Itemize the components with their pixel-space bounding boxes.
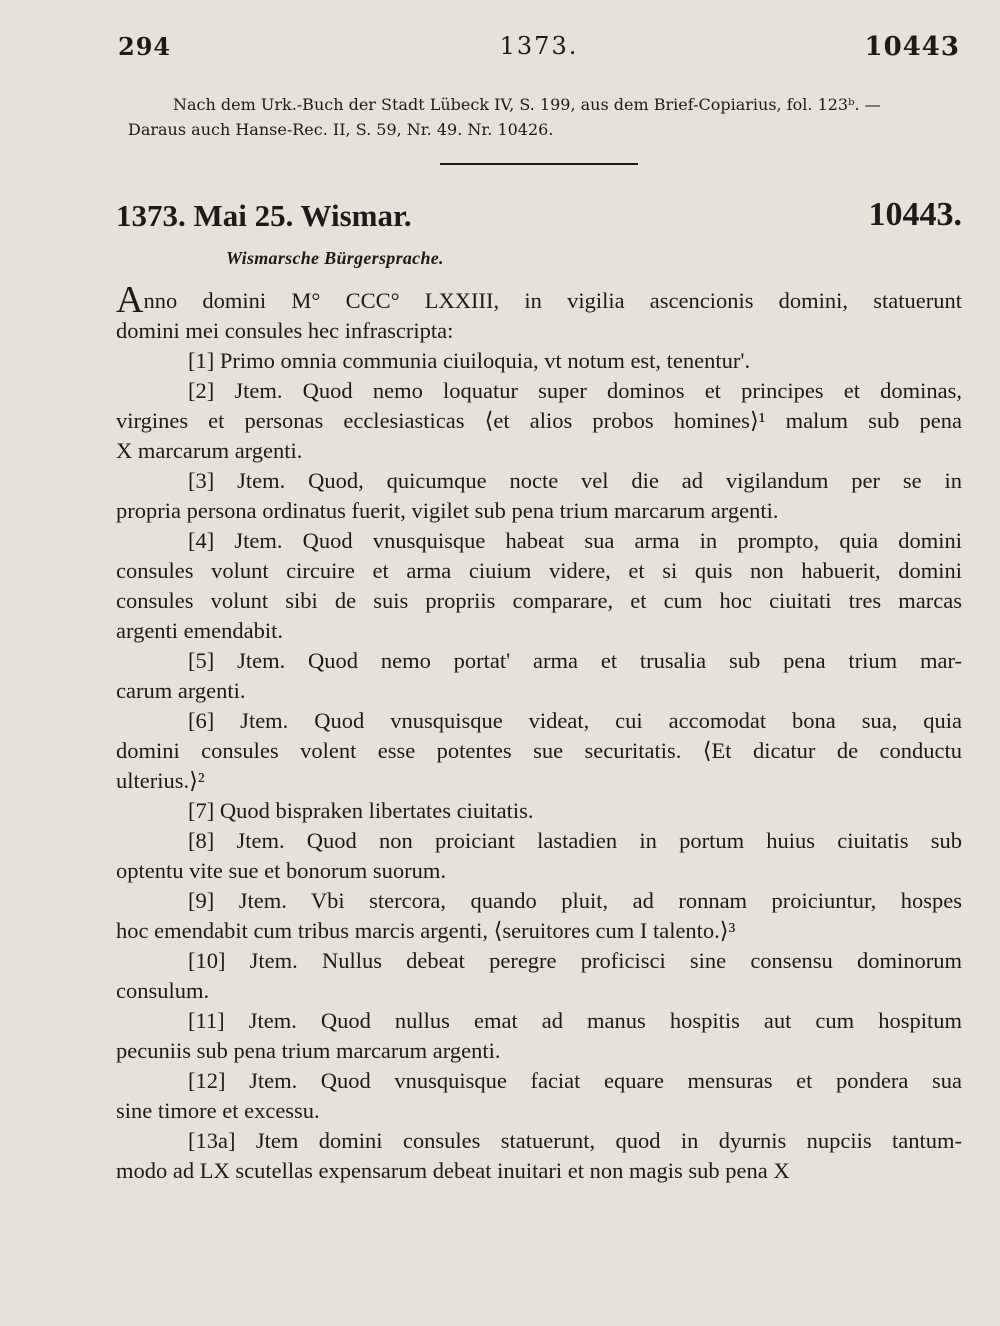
paragraph — [116, 279, 962, 346]
paragraph — [116, 886, 962, 946]
text-line: [12] Jtem. Quod vnusquisque faciat equare mensuras et pondera sua — [188, 1068, 962, 1093]
paragraph — [116, 1126, 962, 1186]
text-line: [7] Quod bispraken libertates ciuitatis. — [188, 798, 534, 823]
text-line: propria persona ordinatus fuerit, vigilet sub pena trium marcarum argenti. — [116, 498, 779, 523]
paragraph — [116, 466, 962, 526]
text-line: carum argenti. — [116, 678, 246, 703]
text-line: hoc emendabit cum tribus marcis argenti, ⟨seruitores cum I talento.⟩³ — [116, 918, 736, 943]
text-line: [10] Jtem. Nullus debeat peregre proficisci sine consensu dominorum — [188, 948, 962, 973]
body-text — [116, 279, 962, 1186]
text-line: domini mei consules hec infrascripta: — [116, 318, 454, 343]
paragraph — [116, 1006, 962, 1066]
text-line: consules volunt sibi de suis propriis comparare, et cum hoc ciuitati tres marcas — [116, 588, 962, 613]
text-line: X marcarum argenti. — [116, 438, 303, 463]
text-line: pecuniis sub pena trium marcarum argenti. — [116, 1038, 501, 1063]
text-line: [2] Jtem. Quod nemo loquatur super dominos et principes et dominas, — [188, 378, 962, 403]
document-subtitle: Wismarsche Bürgersprache. — [226, 248, 444, 268]
text-line: Anno domini M° CCC° LXXIII, in vigilia ascencionis domini, statuerunt — [116, 279, 962, 321]
paragraph — [116, 1066, 962, 1126]
text-line: [5] Jtem. Quod nemo portat' arma et trusalia sub pena trium mar- — [188, 648, 962, 673]
text-line: [1] Primo omnia communia ciuiloquia, vt notum est, tenentur'. — [188, 348, 751, 373]
initial-letter: A — [116, 279, 144, 321]
heading-date-place: 1373. Mai 25. Wismar. — [116, 198, 412, 233]
paragraph — [116, 646, 962, 706]
text-line: domini consules volent esse potentes sue securitatis. ⟨Et dicatur de conductu — [116, 738, 962, 763]
paragraph — [116, 706, 962, 796]
paragraph — [116, 376, 962, 466]
source-note-line: Nach dem Urk.-Buch der Stadt Lübeck IV, S. 199, aus dem Brief-Copiarius, fol. 123ᵇ. — — [173, 95, 881, 114]
running-head-year: 1373. — [499, 32, 579, 60]
text-line: ulterius.⟩² — [116, 768, 205, 793]
document-heading — [116, 196, 962, 242]
running-head-doc-number: 10443 — [864, 32, 960, 62]
heading-doc-number: 10443. — [868, 196, 962, 233]
text-line: [11] Jtem. Quod nullus emat ad manus hospitis aut cum hospitum — [188, 1008, 962, 1033]
paragraph — [116, 826, 962, 886]
text-line: virgines et personas ecclesiasticas ⟨et alios probos homines⟩¹ malum sub pena — [116, 408, 962, 433]
text-line: modo ad LX scutellas expensarum debeat inuitari et non magis sub pena X — [116, 1158, 790, 1183]
text-line: optentu vite sue et bonorum suorum. — [116, 858, 446, 883]
text-line: sine timore et excessu. — [116, 1098, 320, 1123]
paragraph — [116, 346, 962, 376]
text-line: [6] Jtem. Quod vnusquisque videat, cui accomodat bona sua, quia — [188, 708, 962, 733]
text-line: consules volunt circuire et arma ciuium videre, et si quis non habuerit, domini — [116, 558, 962, 583]
text-line: consulum. — [116, 978, 210, 1003]
text-line: [4] Jtem. Quod vnusquisque habeat sua arma in prompto, quia domini — [188, 528, 962, 553]
text-line: [8] Jtem. Quod non proiciant lastadien in portum huius ciuitatis sub — [188, 828, 962, 853]
page-number: 294 — [118, 32, 172, 61]
paragraph — [116, 796, 962, 826]
section-divider — [440, 163, 638, 165]
paragraph — [116, 946, 962, 1006]
running-head — [118, 32, 960, 68]
text-line: [9] Jtem. Vbi stercora, quando pluit, ad ronnam proiciuntur, hospes — [188, 888, 962, 913]
paragraph — [116, 526, 962, 646]
text-line: [3] Jtem. Quod, quicumque nocte vel die ad vigilandum per se in — [188, 468, 962, 493]
source-note-line: Daraus auch Hanse-Rec. II, S. 59, Nr. 49. Nr. 10426. — [128, 120, 554, 139]
source-note — [128, 92, 958, 142]
text-line: [13a] Jtem domini consules statuerunt, quod in dyurnis nupciis tantum- — [188, 1128, 962, 1153]
text-line: argenti emendabit. — [116, 618, 284, 643]
